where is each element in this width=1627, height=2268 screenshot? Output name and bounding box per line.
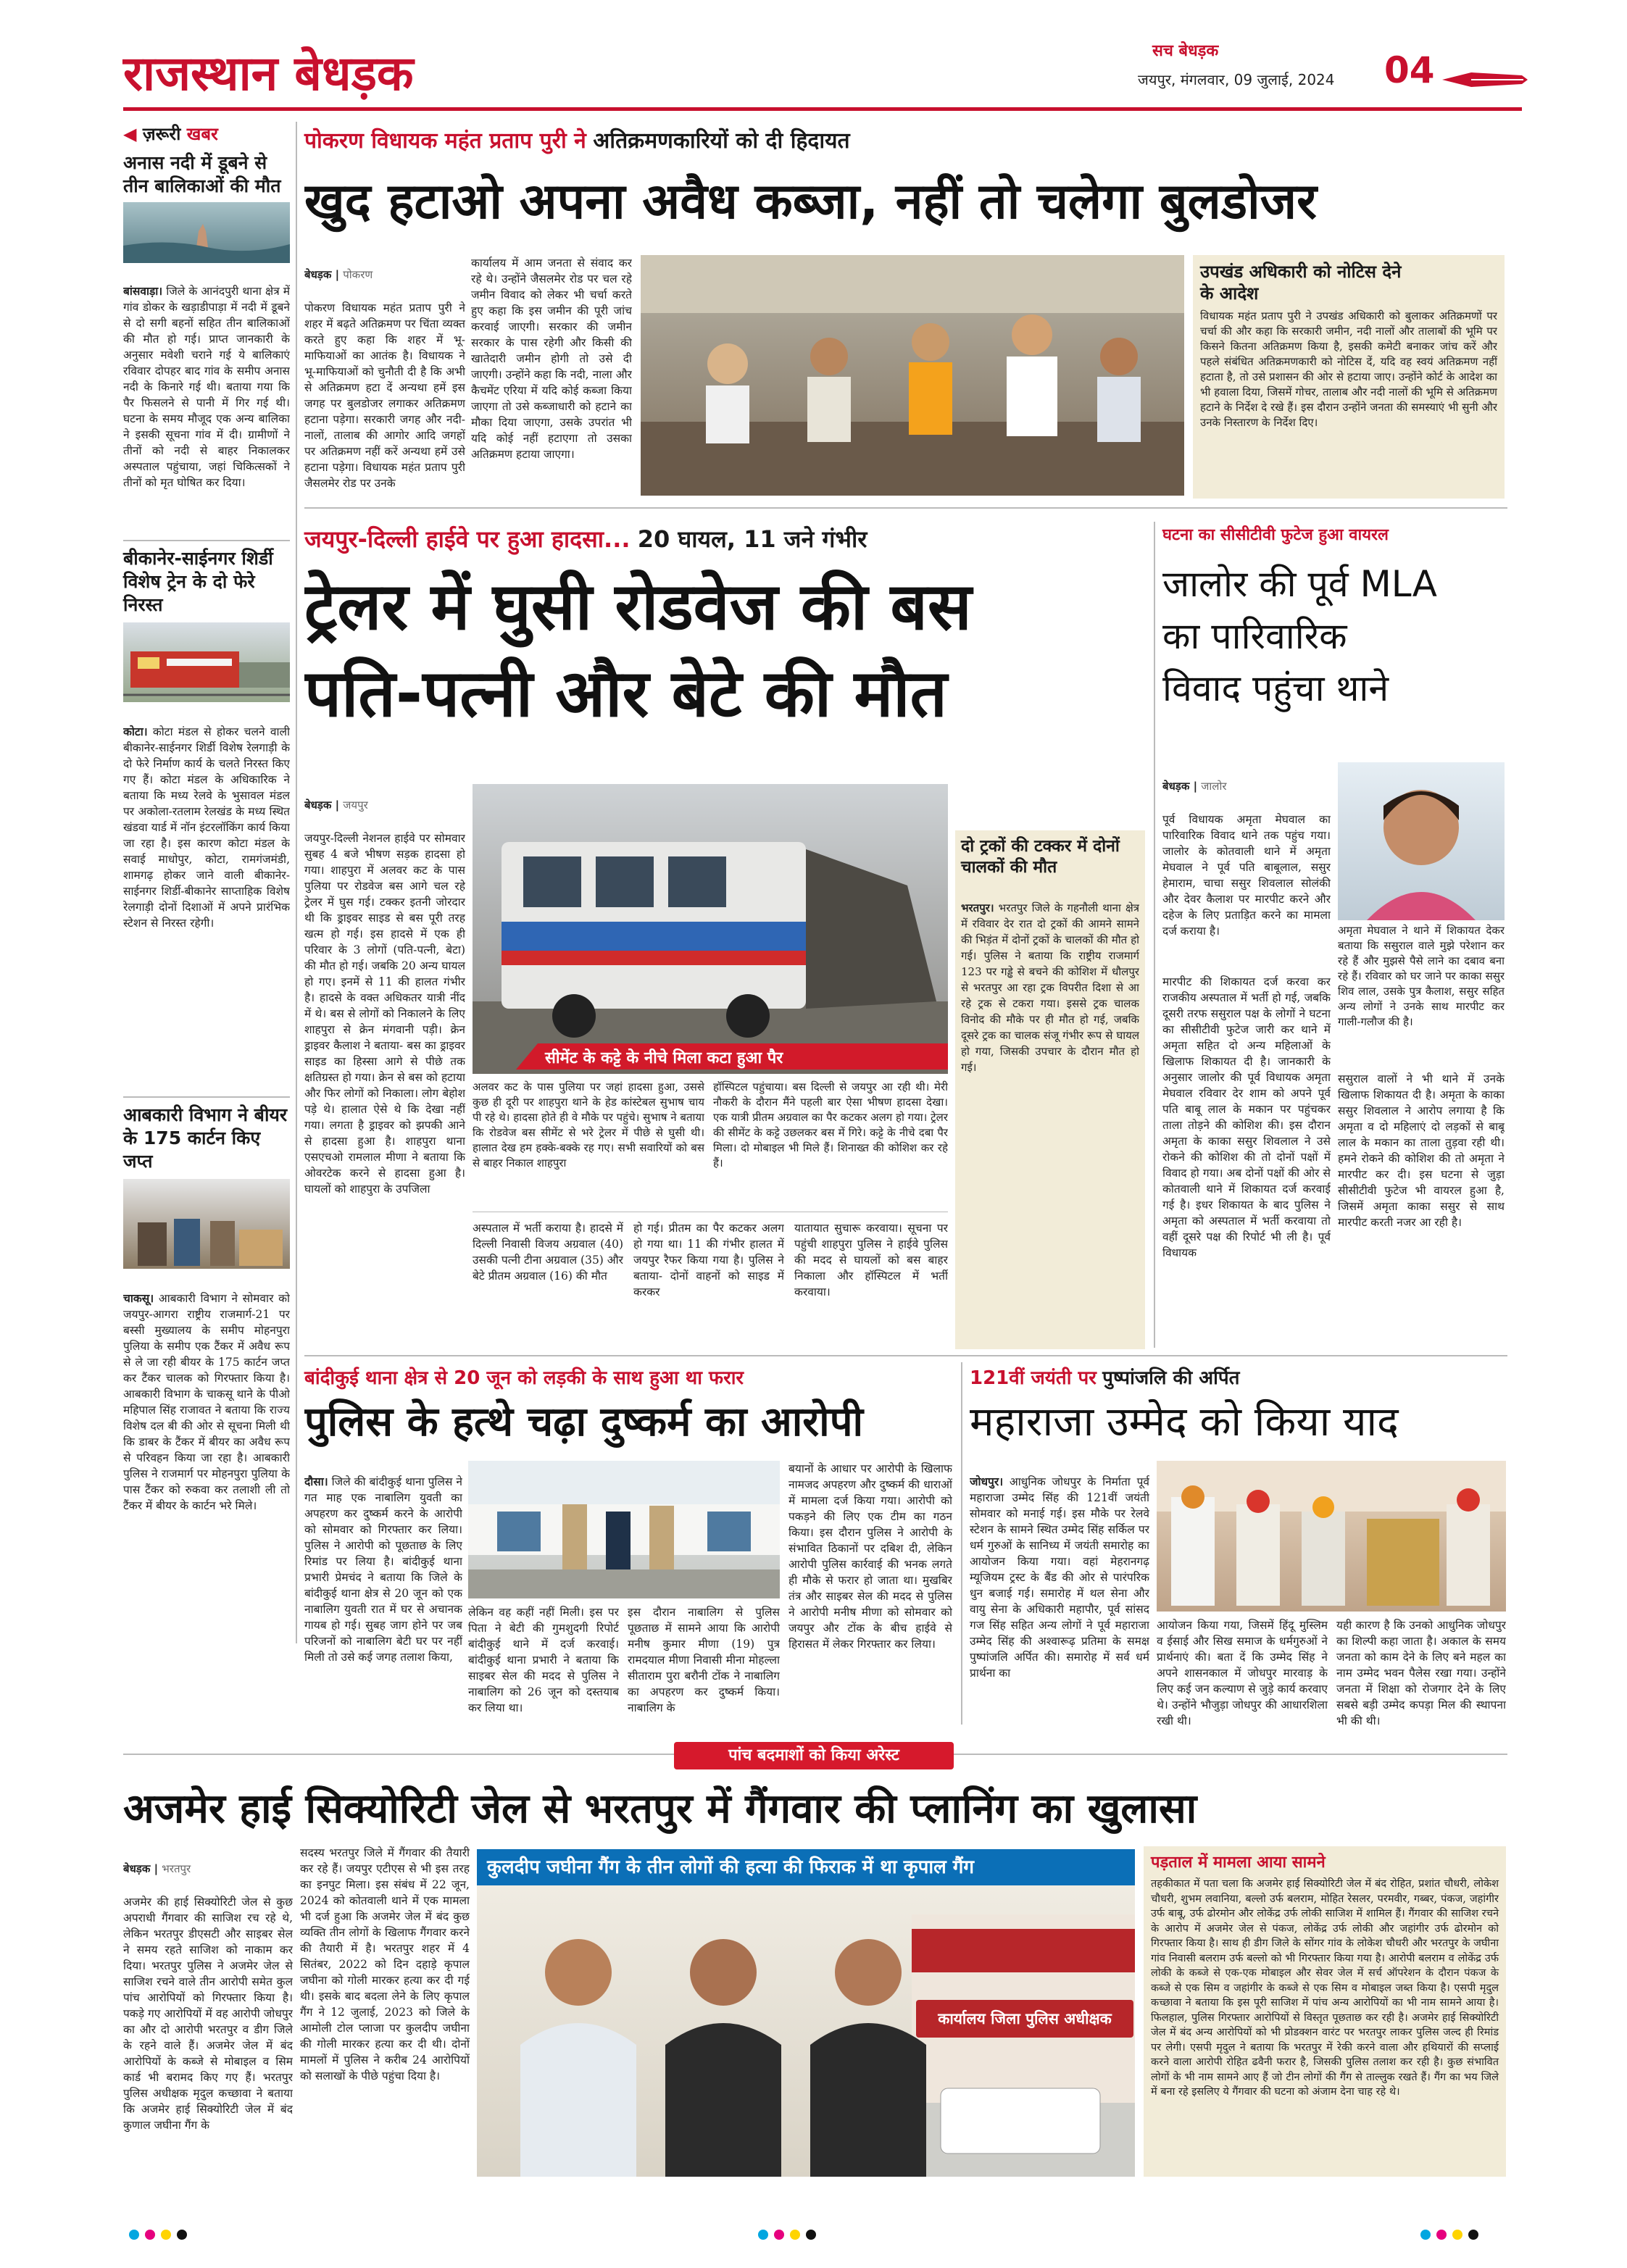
umaid-col3: यही कारण है कि उनको आधुनिक जोधपुर का शिल्पी कहा जाता है। अकाल के समय जनता को काम देने के लिए बने महल का नाम उम्मेद भवन पैलेस रखा गया। उन्होंने जनता में शिक्षा को रोजगार देने के लिए सबसे बड़ी उम्मेद कपड़ा मिल की स्थापना भी की थी। bbox=[1336, 1619, 1506, 1727]
notice-sidebar-headline: उपखंड अधिकारी को नोटिस देने के आदेश bbox=[1200, 262, 1402, 304]
ajmer-col1-text: अजमेर की हाई सिक्योरिटी जेल से कुछ अपराधी गैंगवार की साजिश रच रहे थे, लेकिन भरतपुर डीएसटी और साइबर सेल ने समय रहते साजिश को नाकाम कर दिया। भरतपुर पुलिस ने अजमेर जेल से साजिश रचने वाले तीन आरोपी समेत कुल पांच आरोपियों को गिरफ्तार किया है। पकड़े गए आरोपियों में वह आरोपी जोधपुर का और दो आरोपी भरतपुर व डीग जिले के रहने वाले हैं। अजमेर जेल में बंद आरोपियों के कब्जे से मोबाइल व सिम कार्ड भी बरामद किए गए हैं। भरतपुर पुलिस अधीक्षक मृदुल कच्छावा ने बताया कि अजमेर हाई सिक्योरिटी जेल में बंद कुणाल जघीना गैंग के bbox=[123, 1896, 293, 2132]
lead-byline: बेधड़क bbox=[304, 268, 332, 281]
investigation-kicker: पड़ताल में मामला आया सामने bbox=[1151, 1854, 1326, 1872]
dot-black bbox=[177, 2230, 187, 2240]
item2-body bbox=[123, 708, 290, 1091]
jalore-col-left: मारपीट की शिकायत दर्ज करवा कर राजकीय अस्पताल में भर्ती हो गई, जबकि दूसरी तरफ ससुराल पक्ष के लोगों ने घटना का सीसीटीवी फुटेज जारी कर थाने में अमृता सहित दो अन्य महिलाओं के खिलाफ शिकायत दी है। जानकारी के अनुसार जालोर की पूर्व विधायक अमृता मेघवाल रविवार देर शाम को अपने पूर्व पति बाबू लाल के मकान पर पहुंचकर ताला तोड़ने की कोशिश की। इस दौरान अमृता के काका ससुर शिवलाल ने उसे रोकने की कोशिश की तो दोनों पक्षों में विवाद हो गया। अब दोनों पक्षों की ओर से कोतवाली थाने में शिकायत दर्ज करवाई गई है। इधर शिकायत के बाद पुलिस ने अमृता को अस्पताल में भर्ती करवाया तो वहीं दूसरे पक्ष की रिपोर्ट भी ली है। पूर्व विधायक bbox=[1162, 975, 1331, 1259]
bus-kicker-b: 20 घायल, 11 जने गंभीर bbox=[637, 525, 867, 553]
police-col4: बयानों के आधार पर आरोपी के खिलाफ नामजद अपहरण और दुष्कर्म की धाराओं में मामला दर्ज किया गया। आरोपी को पकड़ने की लिए एक टीम का गठन किया। इस दौरान पुलिस ने आरोपी के संभावित ठिकानों पर दबिश दी, लेकिन आरोपी पुलिस कार्रवाई की भनक लगते ही मौके से फरार हो जाता था। मुखबिर तंत्र और साइबर सेल की मदद से पुलिस ने आरोपी मनीष मीणा को सोमवार को जयपुर और टोंक के बीच हाईवे से हिरासत में लेकर गिरफ्तार कर लिया। bbox=[788, 1462, 952, 1651]
police-col3: इस दौरान नाबालिग से पुलिस पूछताछ में सामने आया कि आरोपी मनीष कुमार मीणा (19) पुत्र रामदयाल मीणा निवासी मीना मोहल्ला सीताराम पुरा बरौनी टोंक ने नाबालिग का अपहरण कर दुष्कर्म किया। नाबालिग के bbox=[628, 1606, 780, 1714]
umaid-kicker-b: पुष्पांजलि की अर्पित bbox=[1102, 1367, 1240, 1389]
item1-text: जिले के आनंदपुरी थाना क्षेत्र में गांव डोकर के खड़ाडीपाड़ा में नदी में डूबने से दो सगी बहनों सहित तीन बालिकाओं की मौत हो गई। प्राप्त जानकारी के अनुसार मवेशी चराने गई ये बालिकाएं रविवार दोपहर बाद गांव के समीप अनास नदी के किनारे गई थी। बताया गया कि पैर फिसलने से पानी में गिर गई थी। घटना के समय मौजूद एक अन्य बालिका ने इसकी सूचना गांव में दी। ग्रामीणों ने तीनों को नदी से बाहर निकालकर अस्पताल पहुंचाया, जहां चिकित्सकों ने तीनों को मृत घोषित कर दिया। bbox=[123, 285, 290, 489]
pointer-icon: ◀ bbox=[123, 124, 137, 144]
lead-col1-text: पोकरण विधायक महंत प्रताप पुरी ने शहर में बढ़ते अतिक्रमण पर चिंता व्यक्त करते हुए कहा कि शहर में भू-माफियाओं का आतंक है। विधायक ने भू-माफियाओं को चुनौती दी है कि अभी से अतिक्रमण हटा दें अन्यथा हमें इस जगह पर बुलडोजर लगाकर अतिक्रमण हटाना पड़ेगा। सरकारी जगह और नदी-नालों, तालाब की आगोर आदि जगहों पर अतिक्रमण नहीं करें अन्यथा हमें उसे हटाना पड़ेगा। विधायक महंत प्रताप पुरी जैसलमेर रोड पर उनके bbox=[304, 301, 465, 490]
dot-black bbox=[806, 2230, 816, 2240]
mla-meeting-photo bbox=[641, 255, 1184, 496]
bus-col-b1: अस्पताल में भर्ती कराया है। हादसे में दिल्ली निवासी विजय अग्रवाल (40) उसकी पत्नी टीना अग्रवाल (35) और बेटे प्रीतम अग्रवाल (16) की मौत bbox=[473, 1222, 623, 1283]
umaid-kicker-a: 121वीं जयंती पर bbox=[970, 1367, 1097, 1389]
notice-sidebar-body: विधायक महंत प्रताप पुरी ने उपखंड अधिकारी को बुलाकर अतिक्रमणों पर चर्चा की और कहा कि सरकारी जमीन, नदी नालों और तालाबों की भूमि पर किसने कितना अतिक्रमण किया है, इसकी कमेटी बनाकर जांच करें और पहले संबंधित अतिक्रमणकारी को नोटिस दें, यदि वह स्वयं अतिक्रमण नहीं हटाता है, तो उसे प्रशासन की ओर से हटाया जाए। उन्होंने कोर्ट के आदेश का भी हवाला दिया, जिसमें गोचर, तालाब और नदी नालों की भूमि से अतिक्रमण हटाने के निर्देश दे रखे हैं। इस दौरान उन्होंने जनता की समस्याएं भी सुनी और उनके निस्तारण के निर्देश दिए। bbox=[1200, 309, 1497, 429]
lead-kicker bbox=[304, 125, 850, 154]
jalore-headline-line3: विवाद पहुंचा थाने bbox=[1162, 667, 1389, 709]
ajmer-byline-place: भरतपुर bbox=[162, 1862, 191, 1875]
jalore-photo-caption: अमृता मेघवाल ने थाने में शिकायत देकर बताया कि ससुराल वाले मुझे परेशान कर रहे हैं और मुझसे पैसे लाने का दबाव बना रहे हैं। रविवार को घर जाने पर काका ससुर शिव लाल, उसके पुत्र कैलाश, ससुर सहित अन्य लोगों ने उनके साथ मारपीट कर गाली-गलौज की है। bbox=[1338, 924, 1505, 1028]
item2-place: कोटा। bbox=[123, 725, 148, 738]
jalore-byline: बेधड़क bbox=[1162, 780, 1190, 793]
dot-yellow bbox=[161, 2230, 171, 2240]
truck-collision-place: भरतपुर। bbox=[961, 901, 994, 914]
section-label-a: ज़रूरी bbox=[142, 124, 181, 144]
bus-jalore-divider bbox=[1154, 522, 1155, 1348]
lead-col2: कार्यालय में आम जनता से संवाद कर रहे थे। उन्होंने जैसलमेर रोड पर चल रहे जमीन विवाद को लेकर भी चर्चा करते हुए कहा कि इस जमीन की पूरी जांच करवाई जाएगी। सरकार की जमीन सरकार के पास रहेगी और किसी की खातेदारी जमीन होगी तो उसे दी जाएगी। उन्होंने कहा कि नदी, नाला और कैचमेंट एरिया में यदि कोई कब्जा किया जाएगा तो उसे कब्जाधारी को हटाने का मौका दिया जाएगा, उसके उपरांत भी यदि कोई नहीं हटाएगा तो उसका अतिक्रमण हटाया जाएगा। bbox=[471, 257, 632, 461]
umaid-col1 bbox=[970, 1458, 1149, 1727]
mid-rule bbox=[304, 1355, 1507, 1356]
jalore-kicker: घटना का सीसीटीवी फुटेज हुआ वायरल bbox=[1162, 526, 1389, 544]
police-col2: लेकिन वह कहीं नहीं मिली। इस पर पिता ने बेटी की गुमशुदगी रिपोर्ट बांदीकुई थाने में दर्ज करवाई। बांदीकुई थाना प्रभारी ने बताया कि साइबर सेल की मदद से पुलिस ने नाबालिग को 26 जून को दस्तयाब कर लिया था। bbox=[468, 1606, 619, 1714]
registration-dots-right bbox=[1420, 2229, 1484, 2243]
beer-seizure-photo bbox=[123, 1179, 290, 1269]
bus-col-b2: हो गई। प्रीतम का पैर कटकर अलग हो गया था। 11 की गंभीर हालत में जयपुर रैफर किया गया है। पुलिस ने बताया- दोनों वाहनों को साइड में करकर bbox=[633, 1222, 784, 1298]
drowning-hand-photo bbox=[123, 202, 290, 263]
police-kicker: बांदीकुई थाना क्षेत्र से 20 जून को लड़की के साथ हुआ था फरार bbox=[304, 1367, 744, 1389]
umaid-headline: महाराजा उम्मेद को किया याद bbox=[970, 1398, 1399, 1446]
jalore-byline-place: जालोर bbox=[1201, 780, 1227, 793]
item3-place: चाकसू। bbox=[123, 1291, 154, 1305]
tagline: सच बेधड़क bbox=[1152, 42, 1219, 60]
police-headline: पुलिस के हत्थे चढ़ा दुष्कर्म का आरोपी bbox=[304, 1398, 864, 1446]
dot-magenta bbox=[774, 2230, 784, 2240]
police-col1-text: जिले की बांदीकुई थाना पुलिस ने गत माह एक नाबालिग युवती का अपहरण कर दुष्कर्म करने के आरोपी को सोमवार को गिरफ्तार कर लिया। पुलिस ने आरोपी को पूछताछ के लिए रिमांड पर लिया है। बांदीकुई थाना प्रभारी प्रेमचंद ने बताया कि जिले के बांदीकुई थाना क्षेत्र से 20 जून को एक नाबालिग युवती रात में घर से अचानक गायब हो गई। सुबह जाग होने पर जब परिजनों को नाबालिग बेटी घर पर नहीं मिली तो उसे कई जगह तलाश किया, bbox=[304, 1475, 462, 1664]
train-photo bbox=[123, 622, 290, 702]
bus-photo-caption-bar bbox=[473, 1043, 948, 1070]
bus-byline: बेधड़क bbox=[304, 799, 332, 812]
jalore-col-right: ससुराल वालों ने भी थाने में उनके खिलाफ शिकायत दी है। अमृता के काका ससुर शिवलाल ने आरोप लगाया है कि अमृता व दो महिलाएं दो लड़कों से बाबू लाल के मकान का ताला तुड़वा रही थी। हमने रोकने की कोशिश की तो अमृता ने मारपीट कर दी। इस घटना से जुड़ा सीसीटीवी फुटेज भी वायरल हुआ है, जिसमें अमृता काका ससुर से साथ मारपीट करती नजर आ रही है। bbox=[1338, 1072, 1505, 1229]
lead-headline: खुद हटाओ अपना अवैध कब्जा, नहीं तो चलेगा बुलडोजर bbox=[304, 173, 1317, 230]
item3-text: आबकारी विभाग ने सोमवार को जयपुर-आगरा राष्ट्रीय राजमार्ग-21 पर बस्सी मुख्यालय के समीप मोहनपुरा पुलिया के समीप एक टैंकर में अवैध रूप से ले जा रही बीयर के 175 कार्टन जप्त कर टैंकर चालक को गिरफ्तार किया है। आबकारी विभाग के चाकसू थाने के पीओ महिपाल सिंह राजावत ने बताया कि राज्य विशेष दल बी की ओर से सूचना मिली थी कि डाबर के टैंकर में बीयर का अवैध रूप से परिवहन किया जा रहा है। आबकारी पुलिस ने राजमार्ग पर मोहनपुरा पुलिया के पास टैंकर को रुकवा कर तलाशी ली तो टैंकर में बीयर के कार्टन भरे मिले। bbox=[123, 1292, 290, 1512]
section-label bbox=[123, 122, 290, 146]
jalore-headline-line2: का पारिवारिक bbox=[1162, 615, 1347, 657]
dot-cyan bbox=[1420, 2230, 1431, 2240]
bus-col1: बेधड़क | जयपुर जयपुर-दिल्ली नेशनल हाईवे पर सोमवार सुबह 4 बजे भीषण सड़क हादसा हो गया। शाहपुरा में अलवर कट के पास पुलिया पर रोडवेज बस आगे चल रहे ट्रेलर में घुस गई। टक्कर इतनी जोरदार थी कि ड्राइवर साइड से बस पूरी तरह खत्म हो गई। इस हादसे में एक ही परिवार के 3 लोगों (पति-पत्नी, बेटा) की मौत हो गई। जबकि 20 अन्य घायल हो गए। इनमें से 11 की हालत गंभीर है। हादसे के वक्त अधिकतर यात्री नींद में थे। बस से लोगों को निकालने के लिए शाहपुरा से क्रेन मंगवानी पड़ी। क्रेन ड्राइवर कैलाश ने बताया- बस का ड्राइवर साइड का हिस्सा आगे से पीछे तक क्षतिग्रस्त हो गया। क्रेन से बस को हटाया और फिर लोगों को निकाला। लोग बेहोश पड़े थे। हालात ऐसे थे कि देखा नहीं गया। लगता है ड्राइवर को झपकी आने से हादसा हुआ है। शाहपुरा थाना एसएचओ रामलाल मीणा ने बताया कि ओवरटेक करने से हादसा हुआ है। घायलों को शाहपुरा के उपजिला bbox=[304, 799, 465, 1196]
registration-dots-left bbox=[129, 2229, 193, 2243]
truck-collision-body bbox=[961, 884, 1139, 1290]
item1-body bbox=[123, 267, 290, 534]
jalore-body-top: बेधड़क | जालोर पूर्व विधायक अमृता मेघवाल का पारिवारिक विवाद थाने तक पहुंच गया। जालोर के कोतवाली थाने में अमृता मेघवाल ने पूर्व पति बाबूलाल, ससुर हेमाराम, चाचा ससुर शिवलाल सोलंकी और देवर कैलाश पर मारपीट करने और दहेज के लिए प्रताड़ित करने का मामला दर्ज कराया है। bbox=[1162, 780, 1331, 938]
dot-magenta bbox=[145, 2230, 155, 2240]
item2-headline: बीकानेर-साईनगर शिर्डी विशेष ट्रेन के दो फेरे निरस्त bbox=[123, 548, 273, 615]
truck-collision-sidebar bbox=[955, 830, 1145, 1349]
police-arrest-photo bbox=[468, 1461, 780, 1598]
bus-col1-text: जयपुर-दिल्ली नेशनल हाईवे पर सोमवार सुबह 4 बजे भीषण सड़क हादसा हो गया। शाहपुरा में अलवर कट के पास पुलिया पर रोडवेज बस आगे चल रहे ट्रेलर में घुस गई। टक्कर इतनी जोरदार थी कि ड्राइवर साइड से बस पूरी तरह खत्म हो गई। इस हादसे में एक ही परिवार के 3 लोगों (पति-पत्नी, बेटा) की मौत हो गई। जबकि 20 अन्य घायल हो गए। इनमें से 11 की हालत गंभीर है। हादसे के वक्त अधिकतर यात्री नींद में थे। बस से लोगों को निकालने के लिए शाहपुरा से क्रेन मंगवानी पड़ी। क्रेन ड्राइवर कैलाश ने बताया- बस का ड्राइवर साइड का हिस्सा आगे से पीछे तक क्षतिग्रस्त हो गया। क्रेन से बस को हटाया और फिर लोगों को निकाला। लोग बेहोश पड़े थे। हालात ऐसे थे कि देखा नहीं गया। लगता है ड्राइवर को झपकी आने से हादसा हुआ है। शाहपुरा थाना एसएचओ रामलाल मीणा ने बताया कि ओवरटेक करने से हादसा हुआ है। घायलों को शाहपुरा के उपजिला bbox=[304, 832, 465, 1196]
item3-body bbox=[123, 1275, 290, 1514]
jalore-headline-line1: जालोर की पूर्व MLA bbox=[1162, 563, 1437, 605]
lead-col1: बेधड़क | पोकरण पोकरण विधायक महंत प्रताप पुरी ने शहर में बढ़ते अतिक्रमण पर चिंता व्यक्त करते हुए कहा कि शहर में भू-माफियाओं का आतंक है। विधायक ने भू-माफियाओं को चुनौती दी है कि अभी से अतिक्रमण हटा दें अन्यथा हमें इस जगह पर बुलडोजर लगाकर अतिक्रमण हटाना पड़ेगा। सरकारी जगह और नदी-नालों, तालाब की आगोर आदि जगहों पर अतिक्रमण नहीं करें अन्यथा हमें उसे हटाना पड़ेगा। विधायक महंत प्रताप पुरी जैसलमेर रोड पर उनके bbox=[304, 268, 465, 490]
registration-dots-center bbox=[758, 2229, 822, 2243]
police-umaid-divider bbox=[961, 1362, 962, 1725]
truck-collision-headline: दो ट्रकों की टक्कर में दोनों चालकों की मौत bbox=[961, 837, 1120, 877]
accused-photo-caption: कुलदीप जघीना गैंग के तीन लोगों की हत्या की फिराक में था कृपाल गैंग bbox=[487, 1856, 975, 1878]
bus-headline-line2: पति-पत्नी और बेटे की मौत bbox=[304, 656, 947, 732]
ajmer-kicker: पांच बदमाशों को किया अरेस्ट bbox=[728, 1746, 899, 1764]
umaid-place: जोधपुर। bbox=[970, 1475, 1004, 1488]
dot-black bbox=[1468, 2230, 1478, 2240]
item3-headline: आबकारी विभाग ने बीयर के 175 कार्टन किए जप्त bbox=[123, 1104, 288, 1172]
ajmer-kicker-banner bbox=[674, 1742, 954, 1769]
accused-photo-caption-bar bbox=[477, 1849, 1135, 1885]
masthead-title: राजस्थान बेधड़क bbox=[123, 46, 414, 101]
police-office-sign bbox=[916, 2000, 1133, 2038]
police-col1 bbox=[304, 1458, 462, 1727]
bus-col-b3: यातायात सुचारू करवाया। सूचना पर पहुंची शाहपुरा पुलिस ने हाईवे पुलिस की मदद से घायलों को बस बाहर निकाला और हॉस्पिटल में भर्ती करवाया। bbox=[794, 1222, 948, 1298]
dot-cyan bbox=[758, 2230, 768, 2240]
former-mla-photo bbox=[1338, 762, 1505, 920]
police-place: दौसा। bbox=[304, 1475, 328, 1488]
item1-headline: अनास नदी में डूबने से तीन बालिकाओं की मौत bbox=[123, 152, 281, 196]
section-label-b: खबर bbox=[186, 124, 218, 144]
umaid-col1-text: आधुनिक जोधपुर के निर्माता पूर्व महाराजा उम्मेद सिंह की 121वीं जयंती सोमवार को मनाई गई। इस मौके पर रेलवे स्टेशन के सामने स्थित उम्मेद सिंह सर्किल पर धर्म गुरुओं के सानिध्य में जयंती समारोह का आयोजन किया गया। वहां मेहरानगढ़ म्यूजियम ट्रस्ट के बैंड की ओर से पारंपरिक धुन बजाई गई। समारोह में थल सेना और वायु सेना के अधिकारी महापौर, पूर्व सांसद गज सिंह सहित अन्य लोगों ने पूर्व महाराजा उम्मेद सिंह की अश्वारूढ़ प्रतिमा के समक्ष पुष्पांजलि अर्पित की। समारोह में सर्व धर्म प्रार्थना का bbox=[970, 1475, 1149, 1680]
ajmer-col2: सदस्य भरतपुर जिले में गैंगवार की तैयारी कर रहे हैं। जयपुर एटीएस से भी इस तरह का इनपुट मिला। इस संबंध में 22 जून, 2024 को कोतवाली थाने में एक मामला भी दर्ज हुआ कि अजमेर जेल में बंद कुछ व्यक्ति तीन लोगों के खिलाफ गैंगवार करने की तैयारी में है। भरतपुर शहर में 4 सितंबर, 2022 को दिन दहाड़े कृपाल जघीना को गोली मारकर हत्या कर दी गई थी। इसके बाद बदला लेने के लिए कृपाल गैंग ने 12 जुलाई, 2023 को जिले के आमोली टोल प्लाजा पर कुलदीप जघीना की गोली मारकर हत्या कर दी थी। दोनों मामलों में पुलिस ने करीब 24 आरोपियों को सलाखों के पीछे पहुंचा दिया है। bbox=[300, 1846, 470, 2083]
dot-cyan bbox=[129, 2230, 139, 2240]
tribute-ceremony-photo bbox=[1157, 1461, 1506, 1612]
truck-collision-text: भरतपुर जिले के गहनौली थाना क्षेत्र में रविवार देर रात दो ट्रकों की आमने सामने की भिड़ंत में दोनों ट्रकों के चालकों की मौत हो गई। पुलिस ने बताया कि राष्ट्रीय राजमार्ग 123 पर गड्ढे से बचने की कोशिश में धौलपुर से भरतपुर आ रहा ट्रक विपरीत दिशा से आ रहे ट्रक से टकरा गया। इससे ट्रक चालक विनोद की मौके पर ही मौत हो गई, जबकि दूसरे ट्रक का चालक संजू गंभीर रूप से घायल हो गया, जिसकी उपचार के दौरान मौत हो गई। bbox=[961, 901, 1139, 1074]
lead-bottom-rule bbox=[304, 507, 1507, 509]
bus-kicker bbox=[304, 523, 867, 554]
dot-yellow bbox=[1452, 2230, 1462, 2240]
dot-yellow bbox=[790, 2230, 800, 2240]
item1-place: बांसवाड़ा। bbox=[123, 284, 163, 298]
item2-text: कोटा मंडल से होकर चलने वाली बीकानेर-साईनगर शिर्डी विशेष रेलगाड़ी के दो फेरे निर्माण कार्य के चलते निरस्त किए गए हैं। कोटा मंडल के अधिकारिक ने बताया कि मध्य रेलवे के भुसावल मंडल पर अकोला-रतलाम रेलखंड के मध्य स्थित खंडवा यार्ड में नॉन इंटरलॉकिंग कार्य किया जा रहा है। इस कारण कोटा मंडल के सवाई माधोपुर, कोटा, रामगंजमंडी, शामगढ़ होकर जाने वाली बीकानेर-साईनगर शिर्डी-बीकानेर साप्ताहिक विशेष रेलगाड़ी दोनों दिशाओं में अपने प्रारंभिक स्टेशन से निरस्त रहेगी। bbox=[123, 725, 290, 930]
umaid-col2: आयोजन किया गया, जिसमें हिंदू मुस्लिम व ईसाई और सिख समाज के धर्मगुरुओं ने प्रार्थनाएं की। बता दें कि उम्मेद सिंह ने अपने शासनकाल में जोधपुर मारवाड़ के लिए कई जन कल्याण से जुड़े कार्य करवाए थे। उन्होंने भौजुड़ा जोधपुर की आधारशिला रखी थी। bbox=[1157, 1619, 1328, 1727]
ajmer-byline: बेधड़क bbox=[123, 1862, 151, 1875]
crashed-bus-photo bbox=[473, 784, 948, 1074]
lead-byline-place: पोकरण bbox=[343, 268, 373, 281]
dot-magenta bbox=[1436, 2230, 1447, 2240]
masthead bbox=[123, 35, 1522, 107]
bus-headline-line1: ट्रेलर में घुसी रोडवेज की बस bbox=[304, 569, 972, 645]
pen-nib-icon bbox=[1442, 65, 1529, 97]
bus-photo-caption: सीमेंट के कट्टे के नीचे मिला कटा हुआ पैर bbox=[545, 1049, 783, 1067]
lead-kicker-b: अतिक्रमणकारियों को दी हिदायत bbox=[593, 128, 850, 154]
bus-caption-right: हॉस्पिटल पहुंचाया। बस दिल्ली से जयपुर आ रही थी। मेरी नौकरी के दौरान मैंने पहली बार ऐसा भीषण हादसा देखा। एक यात्री प्रीतम अग्रवाल का पैर कटकर अलग हो गया। ट्रेलर की सीमेंट के कट्टे उछलकर बस में गिरे। कट्टे के नीचे दबा पैर मिला। दो मोबाइल भी मिले हैं। शिनाख्त की कोशिश कर रहे हैं। bbox=[713, 1080, 948, 1170]
bus-kicker-a: जयपुर-दिल्ली हाईवे पर हुआ हादसा... bbox=[304, 525, 631, 553]
masthead-rule bbox=[123, 107, 1522, 111]
bus-byline-place: जयपुर bbox=[343, 799, 368, 812]
dateline: जयपुर, मंगलवार, 09 जुलाई, 2024 bbox=[1138, 71, 1335, 88]
bus-caption-left: अलवर कट के पास पुलिया पर जहां हादसा हुआ, उससे कुछ ही दूरी पर शाहपुरा थाने के हेड कांस्टेबल सुभाष चाय पी रहे थे। हादसा होते ही वे मौके पर पहुंचे। सुभाष ने बताया कि रोडवेज बस सीमेंट से भरे ट्रेलर में पीछे से घुसी थी। हालात देख हम हक्के-बक्के रह गए। सभी सवारियों को बस से बाहर निकाल शाहपुरा bbox=[473, 1080, 704, 1170]
jalore-body-top-text: पूर्व विधायक अमृता मेघवाल का पारिवारिक विवाद थाने तक पहुंच गया। जालोर के कोतवाली थाने में अमृता मेघवाल ने पूर्व पति बाबूलाल, ससुर हेमाराम, चाचा ससुर शिवलाल सोलंकी और देवर कैलाश पर मारपीट करने और दहेज के लिए प्रताड़ित करने का मामला दर्ज कराया है। bbox=[1162, 813, 1331, 938]
column-divider bbox=[296, 122, 297, 1643]
notice-sidebar bbox=[1193, 255, 1505, 499]
ajmer-headline: अजमेर हाई सिक्योरिटी जेल से भरतपुर में गैंगवार की प्लानिंग का खुलासा bbox=[123, 1785, 1197, 1833]
lead-kicker-a: पोकरण विधायक महंत प्रताप पुरी ने bbox=[304, 128, 586, 154]
umaid-kicker bbox=[970, 1364, 1239, 1390]
ajmer-col1: बेधड़क | भरतपुर अजमेर की हाई सिक्योरिटी जेल से कुछ अपराधी गैंगवार की साजिश रच रहे थे, लेकिन भरतपुर डीएसटी और साइबर सेल ने समय रहते साजिश को नाकाम कर दिया। भरतपुर पुलिस ने अजमेर जेल से साजिश रचने वाले तीन आरोपी समेत कुल पांच आरोपियों को गिरफ्तार किया है। पकड़े गए आरोपियों में वह आरोपी जोधपुर का और दो आरोपी भरतपुर व डीग जिले के रहने वाले हैं। अजमेर जेल में बंद आरोपियों के कब्जे से मोबाइल व सिम कार्ड भी बरामद किए गए हैं। भरतपुर पुलिस अधीक्षक मृदुल कच्छावा ने बताया कि अजमेर हाई सिक्योरिटी जेल में बंद कुणाल जघीना गैंग के bbox=[123, 1862, 293, 2132]
police-office-sign-text: कार्यालय जिला पुलिस अधीक्षक bbox=[938, 2010, 1112, 2027]
investigation-body: तहकीकात में पता चला कि अजमेर हाई सिक्योरिटी जेल में बंद रोहित, प्रशांत चौधरी, लोकेश चौधरी, शुभम लवानिया, बल्लो उर्फ बलराम, मोहित रेसलर, परमवीर, गब्बर, पंकज, जहांगीर उर्फ बाबू, उर्फ ढोरमोन और लोकेंद्र उर्फ लोकी साजिश में शामिल हैं। गैंगवार की साजिश रचने के आरोप में अजमेर जेल से पंकज, लोकेंद्र उर्फ लोकी और जहांगीर उर्फ ढोरमोन को गिरफ्तार किया है। साथ ही डीग जिले के सोंगर गांव के लोकेश चौधरी और भरतपुर के जघीना गांव निवासी बलराम उर्फ बल्लो को भी गिरफ्तार किया गया है। आरोपी बलराम व लोकेंद्र उर्फ लोकी के कब्जे से एक-एक मोबाइल और सेवर जेल में सर्च ऑपरेशन के दौरान पंकज के कब्जे से एक सिम व जहांगीर के कब्जे से एक सिम व मोबाइल जब्त किया है। एसपी मृदुल कच्छावा ने बताया कि इस पूरी साजिश में पांच अन्य आरोपियों का भी नाम सामने आया है। फिलहाल, पुलिस गिरफ्तार आरोपियों से विस्तृत पूछताछ कर रही है। अजमेर हाई सिक्योरिटी जेल में बंद अन्य आरोपियों को भी प्रोडक्शन वारंट पर भरतपुर लाकर पुलिस जल्द ही रिमांड पर लेगी। एसपी मृदुल ने बताया कि भरतपुर में रेकी करने वाला और हथियारों की सप्लाई करने वाला आरोपी रोहित ढवैनी फरार है, जिसकी पुलिस तलाश कर रही है। कुछ संभावित लोगों के भी नाम सामने आए हैं जो टीन लोगों की गैंग से ताल्लुक रखते हैं। गैंग का भय जिले में बना रहे इसलिए ये गैंगवार की घटना को अंजाम देना चाह रहे थे। bbox=[1151, 1878, 1499, 2098]
jalore-headline bbox=[1162, 558, 1505, 714]
page-number: 04 bbox=[1384, 49, 1435, 91]
investigation-sidebar bbox=[1144, 1846, 1506, 2177]
